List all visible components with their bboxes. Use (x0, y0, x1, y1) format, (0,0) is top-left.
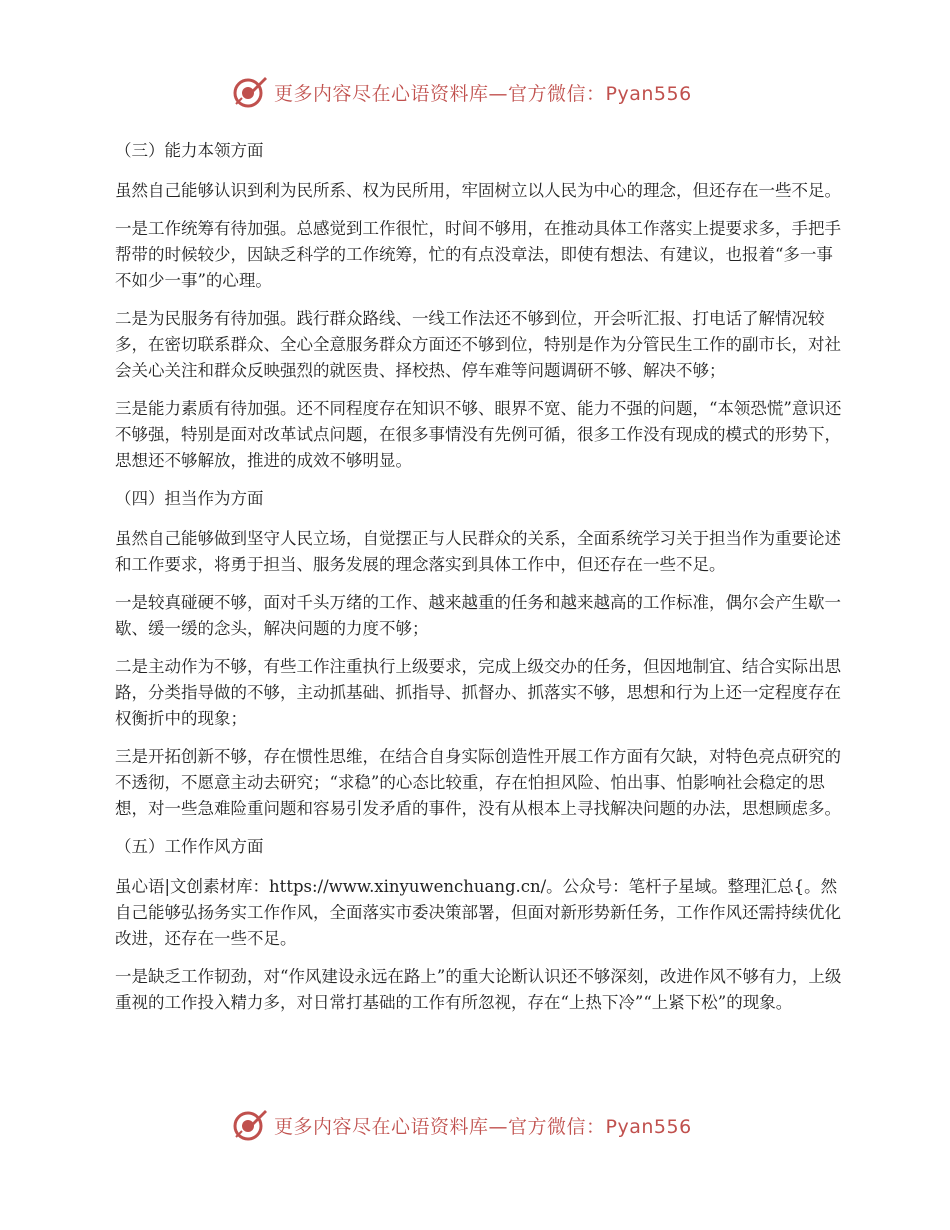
paragraph: 一是缺乏工作韧劲，对“作风建设永远在路上”的重大论断认识还不够深刻，改进作风不够有力，上级重视的工作投入精力多，对日常打基础的工作有所忽视，存在“上热下冷”“上紧下松”的现象。 (115, 967, 842, 1012)
pen-logo-icon (232, 1107, 268, 1143)
paragraph: 虽然自己能够认识到利为民所系、权为民所用，牢固树立以人民为中心的理念，但还存在一些不足。 (115, 181, 841, 200)
banner-text: 更多内容尽在心语资料库—官方微信：Pyan556 (274, 82, 692, 105)
paragraph: 一是较真碰硬不够，面对千头万绪的工作、越来越重的任务和越来越高的工作标准，偶尔会产生歇一歇、缓一缓的念头，解决问题的力度不够； (115, 593, 841, 638)
section-heading: （三）能力本领方面 (115, 141, 264, 160)
paragraph: 三是开拓创新不够，存在惯性思维，在结合自身实际创造性开展工作方面有欠缺，对特色亮点研究的不透彻，不愿意主动去研究；“求稳”的心态比较重，存在怕担风险、怕出事、怕影响社会稳定的思想，对一些急难险重问题和容易引发矛盾的事件，没有从根本上寻找解决问题的办法，思想顾虑多。 (115, 747, 841, 818)
section-heading: （五）工作作风方面 (115, 837, 264, 856)
paragraph: 三是能力素质有待加强。还不同程度存在知识不够、眼界不宽、能力不强的问题，“本领恐慌”意识还不够强，特别是面对改革试点问题，在很多事情没有先例可循，很多工作没有现成的模式的形势下，思想还不够解放，推进的成效不够明显。 (115, 399, 842, 470)
pen-logo-icon (232, 74, 268, 110)
section-heading: （四）担当作为方面 (115, 489, 264, 508)
paragraph: 二是为民服务有待加强。践行群众路线、一线工作法还不够到位，开会听汇报、打电话了解情况较多，在密切联系群众、全心全意服务群众方面还不够到位，特别是作为分管民生工作的副市长，对社会关心关注和群众反映强烈的就医贵、择校热、停车难等问题调研不够、解决不够； (115, 309, 841, 380)
paragraph: 一是工作统筹有待加强。总感觉到工作很忙，时间不够用，在推动具体工作落实上提要求多，手把手帮带的时候较少，因缺乏科学的工作统筹，忙的有点没章法，即使有想法、有建议，也报着“多一事不如少一事”的心理。 (115, 219, 841, 290)
paragraph: 虽然自己能够做到坚守人民立场，自觉摆正与人民群众的关系，全面系统学习关于担当作为重要论述和工作要求，将勇于担当、服务发展的理念落实到具体工作中，但还存在一些不足。 (115, 529, 841, 574)
document-body (115, 138, 843, 1028)
paragraph: 虽心语|文创素材库：https://www.xinyuwenchuang.cn/。公众号：笔杆子星域。整理汇总{。然自己能够弘扬务实工作作风，全面落实市委决策部署，但面对新形势新任务，工作作风还需持续优化改进，还存在一些不足。 (115, 877, 841, 948)
header-watermark-banner (232, 72, 732, 112)
banner-text: 更多内容尽在心语资料库—官方微信：Pyan556 (274, 1115, 692, 1138)
footer-watermark-banner (232, 1105, 732, 1145)
paragraph: 二是主动作为不够，有些工作注重执行上级要求，完成上级交办的任务，但因地制宜、结合实际出思路，分类指导做的不够，主动抓基础、抓指导、抓督办、抓落实不够，思想和行为上还一定程度存在权衡折中的现象； (115, 657, 841, 728)
